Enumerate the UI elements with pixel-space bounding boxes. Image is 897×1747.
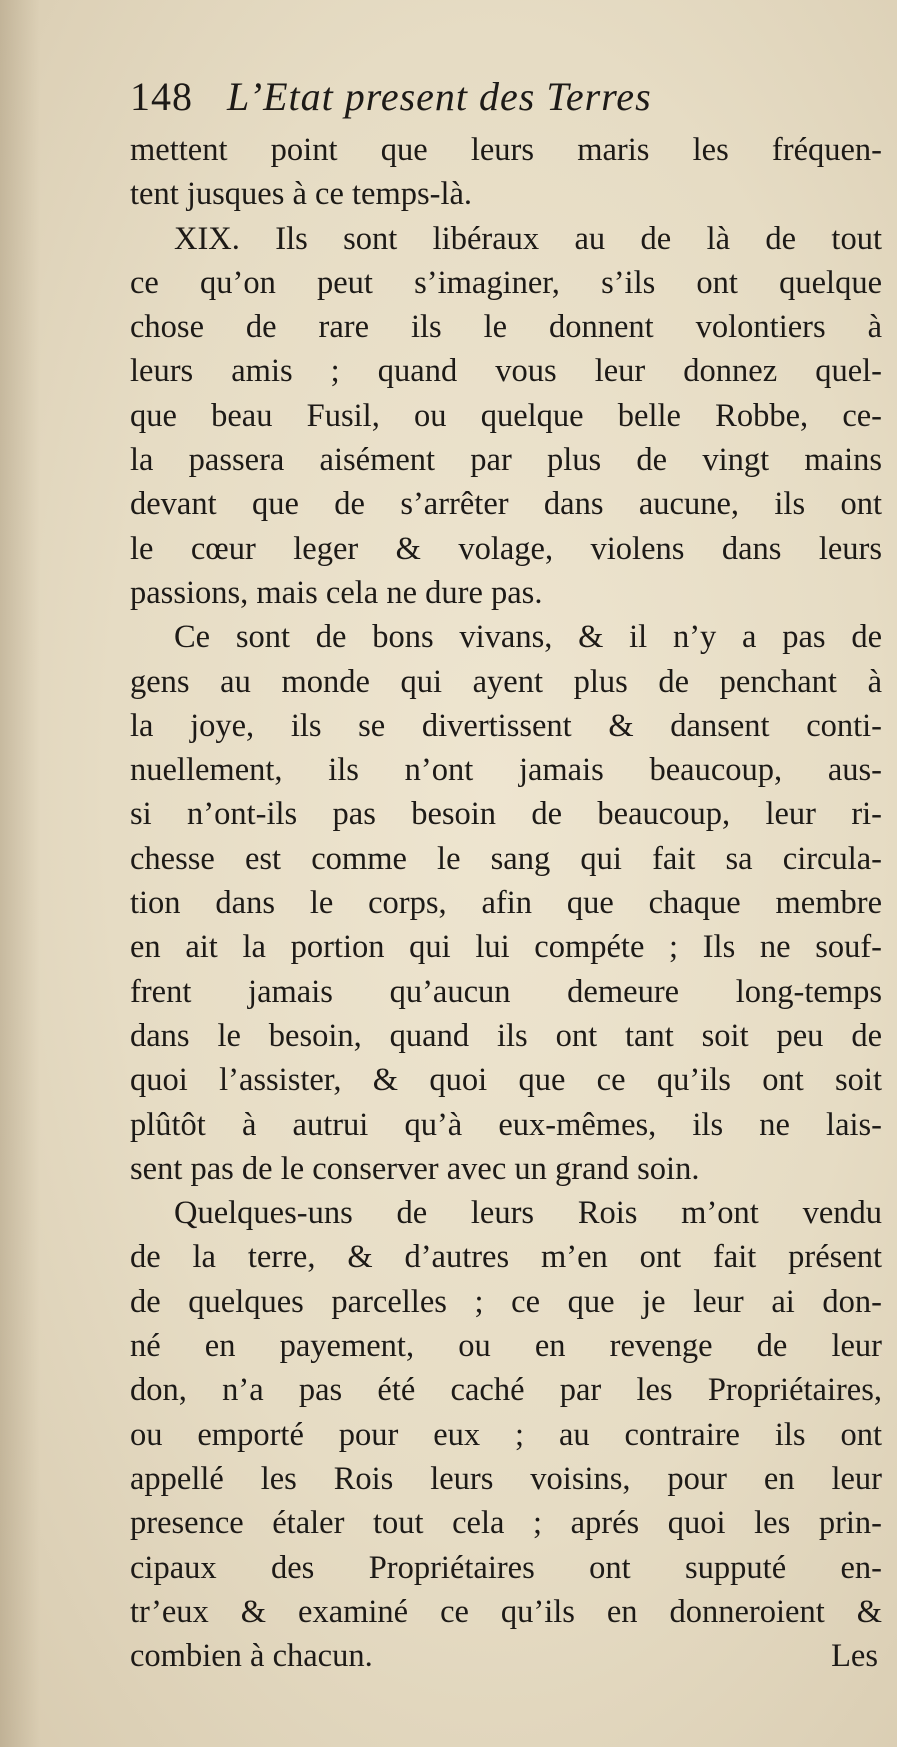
text-line: passions, mais cela ne dure pas. — [130, 574, 543, 611]
catchword: Les — [831, 1638, 878, 1675]
text-line: la joye, ils se divertissent & dansent conti- — [130, 707, 882, 744]
text-line: tr’eux & examiné ce qu’ils en donneroient & — [130, 1593, 882, 1630]
text-line: que beau Fusil, ou quelque belle Robbe, ce- — [130, 397, 882, 434]
text-line: XIX. Ils sont libéraux au de là de tout — [174, 220, 882, 257]
text-line: mettent point que leurs maris les fréquen- — [130, 132, 882, 168]
text-line: ce qu’on peut s’imaginer, s’ils ont quelque — [130, 264, 882, 301]
text-line: tent jusques à ce temps-là. — [130, 176, 473, 213]
final-line — [130, 1634, 882, 1678]
text-line: ou emporté pour eux ; au contraire ils ont — [130, 1416, 882, 1453]
text-line: Ce sont de bons vivans, & il n’y a pas de — [174, 619, 882, 656]
text-line: de quelques parcelles ; ce que je leur ai don- — [130, 1283, 882, 1320]
text-line: presence étaler tout cela ; aprés quoi les prin- — [130, 1505, 882, 1542]
text-line: chose de rare ils le donnent volontiers à — [130, 309, 882, 346]
text-line: né en payement, ou en revenge de leur — [130, 1328, 882, 1365]
text-line: devant que de s’arrêter dans aucune, ils ont — [130, 486, 882, 523]
text-line: cipaux des Propriétaires ont supputé en- — [130, 1549, 882, 1586]
text-line: nuellement, ils n’ont jamais beaucoup, aus- — [130, 752, 882, 789]
gutter-shadow — [0, 0, 40, 1747]
text-line: gens au monde qui ayent plus de penchant à — [130, 663, 882, 700]
text-line: de la terre, & d’autres m’en ont fait présent — [130, 1239, 882, 1276]
text-line: chesse est comme le sang qui fait sa circula- — [130, 840, 882, 877]
text-line: en ait la portion qui lui compéte ; Ils ne souf- — [130, 929, 882, 966]
text-line: plûtôt à autrui qu’à eux-mêmes, ils ne lais- — [130, 1106, 882, 1143]
text-line: Quelques-uns de leurs Rois m’ont vendu — [174, 1195, 882, 1232]
page-number: 148 — [130, 74, 193, 119]
text-line: sent pas de le conserver avec un grand soin. — [130, 1150, 700, 1187]
text-line: appellé les Rois leurs voisins, pour en leur — [130, 1460, 882, 1497]
text-line: leurs amis ; quand vous leur donnez quel- — [130, 353, 882, 390]
text-block — [130, 66, 882, 1678]
text-line: si n’ont-ils pas besoin de beaucoup, leur ri- — [130, 796, 882, 833]
text-line: quoi l’assister, & quoi que ce qu’ils ont soit — [130, 1062, 882, 1099]
text-line: le cœur leger & volage, violens dans leurs — [130, 530, 882, 567]
running-head — [130, 66, 882, 128]
text-line: frent jamais qu’aucun demeure long-temps — [130, 973, 882, 1010]
text-line: dans le besoin, quand ils ont tant soit peu de — [130, 1017, 882, 1054]
text-line: la passera aisément par plus de vingt mains — [130, 442, 882, 479]
running-title: L’Etat present des Terres — [227, 74, 652, 119]
text-line: don, n’a pas été caché par les Propriétaires, — [130, 1372, 882, 1409]
text-line-end: combien à chacun. — [130, 1638, 373, 1675]
text-line: tion dans le corps, afin que chaque membre — [130, 885, 882, 922]
